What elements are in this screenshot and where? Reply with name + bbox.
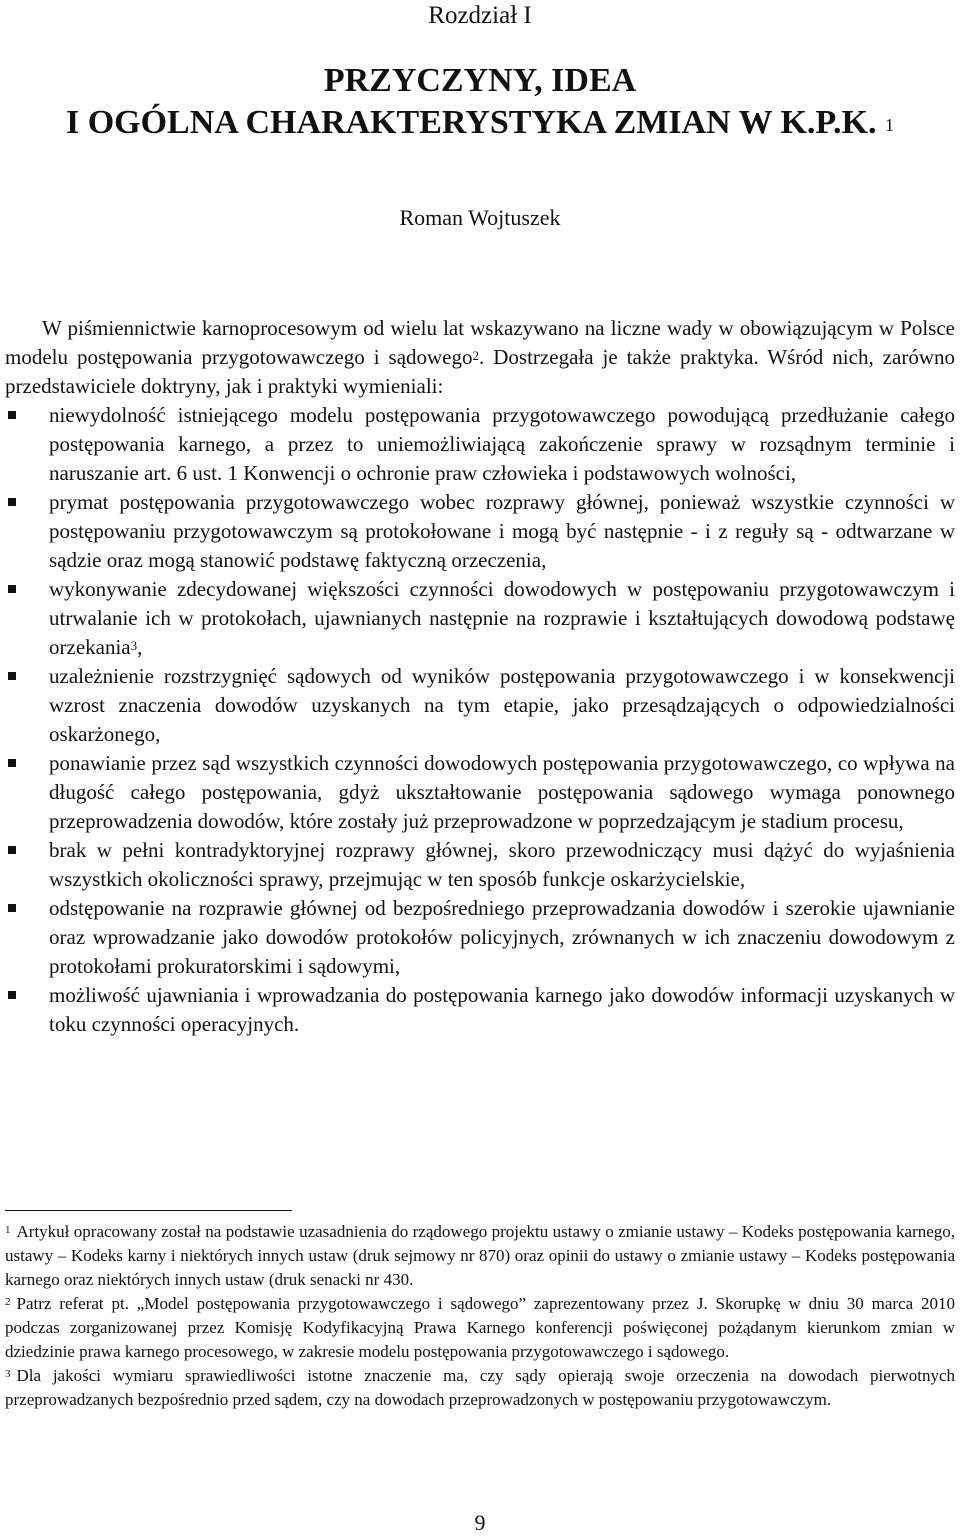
article-body: [5, 314, 955, 1039]
list-item-text: niewydolność istniejącego modelu postępowania przygotowawczego powodującą przedłużanie całego postępowania karnego, a przez to uniemożliwiającą zakończenie sprawy w rozsądnym terminie i naruszanie art. 6 ust. 1 Konwencji o ochronie praw człowieka i podstawowych wolności,: [49, 403, 955, 485]
list-item: [5, 488, 955, 575]
list-item-tail: ,: [137, 635, 143, 659]
list-item: [5, 749, 955, 836]
list-item: [5, 894, 955, 981]
intro-text-part-2: . Dostrzegała je także praktyka. Wśród nich, zarówno przedstawiciele doktryny, jak i praktyki wymieniali:: [5, 345, 955, 398]
list-item-text: wykonywanie zdecydowanej większości czynności dowodowych w postępowaniu przygotowawczym i utrwalanie ich w protokołach, ujawnianych następnie na rozprawie i kształtujących dowodową podstawę orzekania: [49, 577, 955, 659]
list-item-text: prymat postępowania przygotowawczego wobec rozprawy głównej, ponieważ wszystkie czynności w postępowaniu przygotowawczym są protokołowane i mogą być następnie - i z reguły są - odtwarzane w sądzie oraz mogą stanowić podstawę faktyczną orzeczenia,: [49, 490, 955, 572]
footnote-1: [5, 1220, 955, 1292]
footnotes: [5, 1220, 955, 1412]
list-item-text: uzależnienie rozstrzygnięć sądowych od wyników postępowania przygotowawczego i w konsekwencji wzrost znaczenia dowodów uzyskanych na tym etapie, jako przesądzających o odpowiedzialności oskarżonego,: [49, 664, 955, 746]
title-line-2: [0, 102, 960, 144]
footnote-2: [5, 1292, 955, 1364]
square-bullet-icon: [8, 759, 16, 767]
list-item: [5, 575, 955, 662]
footnote-text: Artykuł opracowany został na podstawie uzasadnienia do rządowego projektu ustawy o zmianie ustawy – Kodeks postępowania karnego, ustawy – Kodeks karny i niektórych innych ustaw (druk sejmowy nr 870) oraz opinii do ustawy o zmianie ustawy – Kodeks postępowania karnego oraz niektórych innych ustaw (druk senacki nr 430.: [5, 1222, 955, 1289]
page-number: 9: [474, 1510, 486, 1535]
list-item: [5, 401, 955, 488]
list-item-text: odstępowanie na rozprawie głównej od bezpośredniego przeprowadzania dowodów i szerokie ujawnianie oraz wprowadzanie jako dowodów protokołów policyjnych, zrównanych w ich znaczeniu dowodowym z protokołami prokuratorskimi i sądowymi,: [49, 896, 955, 978]
list-item-text: możliwość ujawniania i wprowadzania do postępowania karnego jako dowodów informacji uzyskanych w toku czynności operacyjnych.: [49, 983, 955, 1036]
author-name: Roman Wojtuszek: [399, 205, 561, 230]
list-item: [5, 836, 955, 894]
square-bullet-icon: [8, 991, 16, 999]
footnote-number: 2: [5, 1296, 11, 1308]
footnote-ref-2: 2: [472, 348, 480, 363]
footnote-text: Patrz referat pt. „Model postępowania przygotowawczego i sądowego” zaprezentowany przez J. Skorupkę w dniu 30 marca 2010 podczas zorganizowanej przez Komisję Kodyfikacyjną Prawa Karnego konferencji poświęconej pożądanym kierunkom zmian w dziedzinie prawa karnego procesowego, w zakresie modelu postępowania przygotowawczego i sądowego.: [5, 1294, 955, 1361]
footnote-3: [5, 1364, 955, 1412]
list-item: [5, 981, 955, 1039]
footnote-ref-3: 3: [130, 638, 138, 653]
footnote-text: Dla jakości wymiaru sprawiedliwości istotne znaczenie ma, czy sądy opierają swoje orzeczenia na dowodach pierwotnych przeprowadzanych bezpośrednio przed sądem, czy na dowodach przeprowadzonych w postępowaniu przygotowawczym.: [5, 1366, 955, 1409]
square-bullet-icon: [8, 585, 16, 593]
footnote-separator: [5, 1210, 292, 1211]
footnote-number: 3: [5, 1368, 11, 1380]
intro-text-part-1: W piśmiennictwie karnoprocesowym od wielu lat wskazywano na liczne wady w obowiązującym w Polsce modelu postępowania przygotowawczego i sądowego: [5, 316, 955, 369]
chapter-heading: Rozdział I: [428, 2, 532, 29]
square-bullet-icon: [8, 672, 16, 680]
title-line-1: PRZYCZYNY, IDEA: [323, 62, 637, 99]
list-item: [5, 662, 955, 749]
square-bullet-icon: [8, 904, 16, 912]
square-bullet-icon: [8, 411, 16, 419]
intro-paragraph: [5, 314, 955, 401]
list-item-text: ponawianie przez sąd wszystkich czynności dowodowych postępowania przygotowawczego, co wpływa na długość całego postępowania, gdyż ukształtowanie postępowania sądowego wymaga ponownego przeprowadzenia dowodów, które zostały już przeprowadzone w poprzedzającym je stadium procesu,: [49, 751, 955, 833]
article-title: [0, 60, 960, 144]
title-footnote-mark: 1: [885, 115, 895, 135]
footnote-number: 1: [5, 1224, 11, 1236]
square-bullet-icon: [8, 846, 16, 854]
title-line-2-text: I OGÓLNA CHARAKTERYSTYKA ZMIAN W K.P.K.: [65, 104, 877, 141]
list-item-text: brak w pełni kontradyktoryjnej rozprawy głównej, skoro przewodniczący musi dążyć do wyjaśnienia wszystkich okoliczności sprawy, przejmując w ten sposób funkcje oskarżycielskie,: [49, 838, 955, 891]
bullet-list: [5, 401, 955, 1039]
square-bullet-icon: [8, 498, 16, 506]
